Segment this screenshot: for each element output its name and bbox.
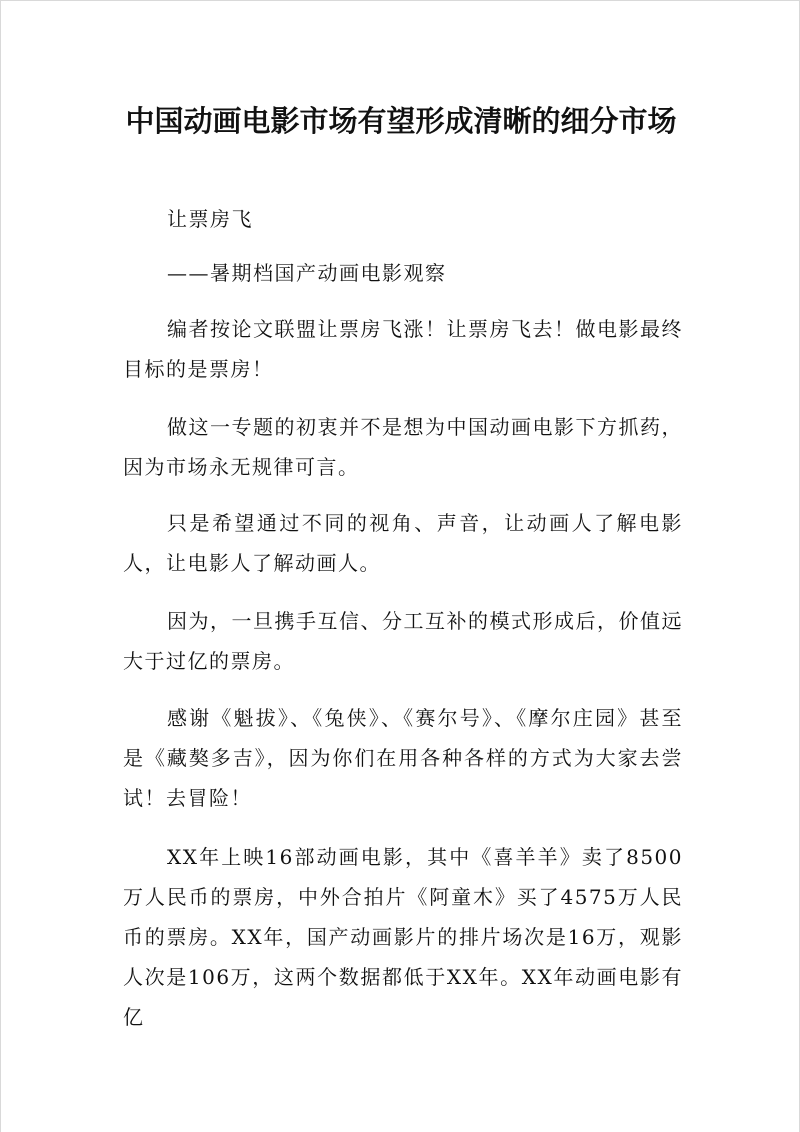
paragraph-subtitle: 让票房飞	[167, 207, 253, 231]
paragraph-intent: 做这一专题的初衷并不是想为中国动画电影下方抓药，因为市场永无规律可言。	[123, 415, 683, 479]
paragraph-box-office: XX年上映16部动画电影，其中《喜羊羊》卖了8500万人民币的票房，中外合拍片《阿童木》买了4575万人民币的票房。XX年，国产动画影片的排片场次是16万，观影人次是106万，这两个数据都低于XX年。XX年动画电影有亿	[123, 845, 683, 1029]
paragraph-editor-note: 编者按论文联盟让票房飞涨！让票房飞去！做电影最终目标的是票房！	[123, 317, 683, 381]
paragraph-hope: 只是希望通过不同的视角、声音，让动画人了解电影人，让电影人了解动画人。	[123, 511, 683, 575]
paragraph-value: 因为，一旦携手互信、分工互补的模式形成后，价值远大于过亿的票房。	[123, 609, 683, 673]
paragraph-thanks: 感谢《魁拔》、《兔侠》、《赛尔号》、《摩尔庄园》甚至是《藏獒多吉》，因为你们在用各种各样的方式为大家去尝试！去冒险！	[123, 706, 683, 810]
paragraph-subheading: ——暑期档国产动画电影观察	[167, 261, 447, 285]
document-title: 中国动画电影市场有望形成清晰的细分市场	[125, 104, 677, 138]
